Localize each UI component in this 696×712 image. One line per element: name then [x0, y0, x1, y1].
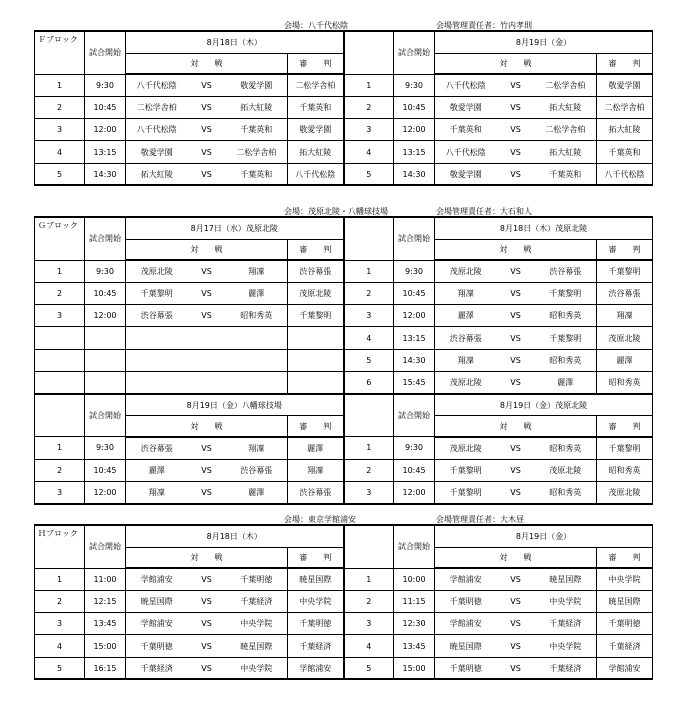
empty-cell: [226, 349, 288, 371]
vs-label: VS: [497, 371, 535, 393]
block-label: Ｈブロック: [35, 525, 85, 568]
vs-label: VS: [497, 459, 535, 481]
team-b: 拓大紅陵: [226, 96, 288, 118]
table-row: [35, 305, 653, 327]
match-number: 1: [35, 74, 85, 96]
start-time: 9:30: [85, 260, 126, 282]
referee: 学館浦安: [288, 657, 344, 679]
referee: 学館浦安: [597, 657, 653, 679]
vs-label: VS: [188, 437, 226, 459]
start-time: 11:15: [394, 590, 435, 612]
referee-header: 審 判: [288, 416, 344, 437]
table-row: [35, 657, 653, 679]
start-time: 14:30: [394, 349, 435, 371]
match-number: 4: [344, 141, 394, 163]
start-time-header: 試合開始: [85, 31, 126, 74]
vs-label: VS: [188, 305, 226, 327]
team-b: 二松学舎柏: [226, 141, 288, 163]
team-a: 千葉英和: [435, 119, 497, 141]
match-number: 1: [35, 437, 85, 459]
team-a: 千葉明徳: [435, 657, 497, 679]
match-number: 1: [35, 568, 85, 590]
match-number: 5: [35, 657, 85, 679]
team-b: 麗澤: [226, 282, 288, 304]
team-a: 渋谷幕張: [126, 437, 188, 459]
team-a: 学館浦安: [435, 613, 497, 635]
empty-cell: [35, 327, 85, 349]
team-b: 茂原北陵: [535, 459, 597, 481]
team-a: 麗澤: [126, 459, 188, 481]
team-b: 麗澤: [226, 481, 288, 503]
referee: 八千代松陰: [288, 163, 344, 185]
match-number: 3: [344, 481, 394, 503]
team-a: 八千代松陰: [126, 74, 188, 96]
match-number: 5: [344, 657, 394, 679]
team-b: 暁星国際: [535, 568, 597, 590]
match-number: 2: [35, 96, 85, 118]
team-b: 千葉英和: [226, 163, 288, 185]
start-time: 15:45: [394, 371, 435, 393]
start-time: 12:00: [85, 119, 126, 141]
start-time: 15:00: [394, 657, 435, 679]
team-a: 八千代松陰: [435, 141, 497, 163]
team-b: 千葉経済: [535, 613, 597, 635]
blank-header-cell: [344, 525, 394, 568]
start-time: 11:00: [85, 568, 126, 590]
match-number: 2: [344, 282, 394, 304]
blank-header-cell: [344, 217, 394, 260]
match-number: 2: [35, 459, 85, 481]
referee-header: 審 判: [288, 239, 344, 260]
team-a: 敬愛学園: [126, 141, 188, 163]
team-b: 中央学院: [535, 635, 597, 657]
start-time-header: 試合開始: [394, 525, 435, 568]
vs-label: VS: [497, 260, 535, 282]
team-a: 敬愛学園: [435, 163, 497, 185]
team-b: 翔凜: [226, 260, 288, 282]
match-number: 3: [35, 613, 85, 635]
match-header: 対 戦: [435, 53, 597, 74]
block-label: Ｆブロック: [35, 31, 85, 74]
match-number: 3: [35, 305, 85, 327]
blank-header-cell: [344, 394, 394, 437]
match-header: 対 戦: [435, 239, 597, 260]
team-b: 中央学院: [535, 590, 597, 612]
table-row: [35, 459, 653, 481]
table-row: [35, 437, 653, 459]
match-number: 1: [344, 568, 394, 590]
team-b: 千葉英和: [535, 163, 597, 185]
vs-label: VS: [188, 119, 226, 141]
referee: 麗澤: [597, 349, 653, 371]
start-time: 14:30: [85, 163, 126, 185]
start-time: 9:30: [394, 437, 435, 459]
vs-label: VS: [188, 635, 226, 657]
empty-cell: [85, 349, 126, 371]
day-header: 8月18日（木）: [126, 525, 344, 547]
team-b: 昭和秀英: [535, 437, 597, 459]
team-b: 暁星国際: [226, 635, 288, 657]
team-b: 千葉明徳: [226, 568, 288, 590]
team-a: 渋谷幕張: [126, 305, 188, 327]
day-header: 8月19日（金）: [435, 31, 653, 53]
start-time-header: 試合開始: [85, 525, 126, 568]
referee: 千葉英和: [288, 96, 344, 118]
team-a: 学館浦安: [126, 613, 188, 635]
team-b: 渋谷幕張: [226, 459, 288, 481]
team-b: 二松学舎柏: [535, 119, 597, 141]
team-b: 千葉経済: [535, 657, 597, 679]
referee: 翔凜: [288, 459, 344, 481]
referee: 千葉黎明: [597, 437, 653, 459]
empty-cell: [126, 327, 188, 349]
vs-label: VS: [188, 459, 226, 481]
team-a: 学館浦安: [435, 568, 497, 590]
team-a: 千葉黎明: [126, 282, 188, 304]
f-manager: 会場管理責任者：竹内孝則: [436, 21, 532, 30]
team-b: 昭和秀英: [535, 349, 597, 371]
team-b: 二松学舎柏: [535, 74, 597, 96]
match-number: 2: [35, 282, 85, 304]
day-header: 8月18日（木）茂原北陵: [435, 217, 653, 239]
referee-header: 審 判: [288, 53, 344, 74]
empty-cell: [288, 327, 344, 349]
team-b: 翔凜: [226, 437, 288, 459]
g-block-table: [34, 216, 653, 505]
referee-header: 審 判: [288, 547, 344, 568]
referee: 茂原北陵: [597, 481, 653, 503]
vs-label: VS: [497, 481, 535, 503]
table-row: [35, 119, 653, 141]
referee: 八千代松陰: [597, 163, 653, 185]
referee: 千葉経済: [288, 635, 344, 657]
table-row: [35, 141, 653, 163]
vs-label: VS: [497, 282, 535, 304]
start-time: 9:30: [394, 74, 435, 96]
team-b: 昭和秀英: [226, 305, 288, 327]
team-b: 中央学院: [226, 657, 288, 679]
team-a: 二松学舎柏: [126, 96, 188, 118]
team-b: 千葉黎明: [535, 282, 597, 304]
vs-label: VS: [497, 163, 535, 185]
vs-label: VS: [497, 657, 535, 679]
empty-cell: [35, 371, 85, 393]
match-number: 5: [35, 163, 85, 185]
f-venue: 会場：八千代松陰: [284, 21, 348, 30]
start-time: 9:30: [394, 260, 435, 282]
match-number: 2: [35, 590, 85, 612]
vs-label: VS: [188, 74, 226, 96]
match-header: 対 戦: [435, 547, 597, 568]
start-time: 14:30: [394, 163, 435, 185]
vs-label: VS: [188, 96, 226, 118]
vs-label: VS: [497, 74, 535, 96]
empty-cell: [226, 371, 288, 393]
team-b: 渋谷幕張: [535, 260, 597, 282]
h-block-table: [34, 524, 653, 680]
referee: 暁星国際: [288, 568, 344, 590]
table-row: [35, 371, 653, 393]
start-time: 9:30: [85, 437, 126, 459]
table-row: [35, 613, 653, 635]
referee: 千葉明徳: [288, 613, 344, 635]
day-header: 8月19日（金）八幡球技場: [126, 394, 344, 416]
start-time: 12:30: [394, 613, 435, 635]
start-time-header: 試合開始: [394, 31, 435, 74]
referee: 麗澤: [288, 437, 344, 459]
referee: 千葉経済: [597, 635, 653, 657]
team-a: 千葉明徳: [126, 635, 188, 657]
start-time-header: 試合開始: [85, 394, 126, 437]
start-time: 12:15: [85, 590, 126, 612]
team-a: 翔凜: [435, 282, 497, 304]
start-time: 10:45: [85, 282, 126, 304]
referee: 茂原北陵: [288, 282, 344, 304]
vs-label: VS: [497, 590, 535, 612]
vs-label: VS: [497, 437, 535, 459]
team-b: 昭和秀英: [535, 481, 597, 503]
start-time: 12:00: [85, 481, 126, 503]
referee: 中央学院: [597, 568, 653, 590]
referee: 茂原北陵: [597, 327, 653, 349]
team-b: 千葉黎明: [535, 327, 597, 349]
match-number: 2: [344, 459, 394, 481]
vs-label: VS: [188, 590, 226, 612]
team-a: 茂原北陵: [435, 437, 497, 459]
h-manager: 会場管理責任者：大木昼: [436, 515, 524, 524]
table-row: [35, 481, 653, 503]
table-row: [35, 349, 653, 371]
referee: 敬愛学園: [288, 119, 344, 141]
team-a: 暁星国際: [435, 635, 497, 657]
referee: 二松学舎柏: [597, 96, 653, 118]
table-row: [35, 568, 653, 590]
match-number: 3: [344, 613, 394, 635]
team-a: 千葉黎明: [435, 481, 497, 503]
table-row: [35, 282, 653, 304]
match-header: 対 戦: [126, 239, 288, 260]
start-time: 12:00: [394, 305, 435, 327]
referee: 渋谷幕張: [597, 282, 653, 304]
block-label: Ｇブロック: [35, 217, 85, 260]
team-a: 八千代松陰: [435, 74, 497, 96]
start-time: 10:45: [394, 459, 435, 481]
team-b: 敬愛学園: [226, 74, 288, 96]
match-number: 3: [344, 305, 394, 327]
start-time: 12:00: [394, 119, 435, 141]
match-header: 対 戦: [435, 416, 597, 437]
vs-label: VS: [497, 568, 535, 590]
start-time: 12:00: [394, 481, 435, 503]
referee-header: 審 判: [597, 53, 653, 74]
vs-label: VS: [497, 96, 535, 118]
referee: 昭和秀英: [597, 459, 653, 481]
start-time: 16:15: [85, 657, 126, 679]
team-b: 中央学院: [226, 613, 288, 635]
vs-label: VS: [497, 305, 535, 327]
team-b: 拓大紅陵: [535, 96, 597, 118]
referee-header: 審 判: [597, 416, 653, 437]
start-time: 10:45: [394, 282, 435, 304]
block-label: [35, 394, 85, 437]
referee: 千葉黎明: [288, 305, 344, 327]
empty-cell: [85, 327, 126, 349]
team-b: 拓大紅陵: [535, 141, 597, 163]
empty-cell: [288, 371, 344, 393]
match-number: 3: [35, 119, 85, 141]
empty-cell: [226, 327, 288, 349]
table-row: [35, 590, 653, 612]
match-number: 2: [344, 590, 394, 612]
referee: 拓大紅陵: [288, 141, 344, 163]
start-time-header: 試合開始: [394, 394, 435, 437]
match-number: 4: [344, 327, 394, 349]
referee: 中央学院: [288, 590, 344, 612]
team-a: 麗澤: [435, 305, 497, 327]
empty-cell: [35, 349, 85, 371]
empty-cell: [126, 371, 188, 393]
f-block-table: [34, 30, 653, 186]
vs-label: VS: [497, 635, 535, 657]
match-number: 1: [35, 260, 85, 282]
team-a: 拓大紅陵: [126, 163, 188, 185]
referee: 暁星国際: [597, 590, 653, 612]
vs-label: VS: [497, 613, 535, 635]
team-b: 昭和秀英: [535, 305, 597, 327]
team-a: 茂原北陵: [126, 260, 188, 282]
table-row: [35, 635, 653, 657]
empty-cell: [188, 371, 226, 393]
team-a: 翔凜: [126, 481, 188, 503]
match-header: 対 戦: [126, 53, 288, 74]
vs-label: VS: [188, 613, 226, 635]
table-row: [35, 74, 653, 96]
empty-cell: [288, 349, 344, 371]
match-number: 4: [344, 635, 394, 657]
start-time: 10:45: [85, 459, 126, 481]
table-row: [35, 260, 653, 282]
referee: 敬愛学園: [597, 74, 653, 96]
match-number: 1: [344, 74, 394, 96]
start-time: 9:30: [85, 74, 126, 96]
team-a: 暁星国際: [126, 590, 188, 612]
match-number: 3: [344, 119, 394, 141]
team-b: 千葉英和: [226, 119, 288, 141]
start-time: 13:45: [394, 635, 435, 657]
match-number: 4: [35, 141, 85, 163]
referee: 翔凜: [597, 305, 653, 327]
start-time: 13:45: [85, 613, 126, 635]
referee: 千葉英和: [597, 141, 653, 163]
referee: 渋谷幕張: [288, 260, 344, 282]
vs-label: VS: [497, 141, 535, 163]
match-number: 2: [344, 96, 394, 118]
match-number: 4: [35, 635, 85, 657]
referee: 二松学舎柏: [288, 74, 344, 96]
referee-header: 審 判: [597, 239, 653, 260]
match-number: 5: [344, 163, 394, 185]
vs-label: VS: [188, 657, 226, 679]
empty-cell: [188, 327, 226, 349]
start-time: 13:15: [394, 141, 435, 163]
referee: 千葉明徳: [597, 613, 653, 635]
team-a: 八千代松陰: [126, 119, 188, 141]
start-time: 13:15: [394, 327, 435, 349]
vs-label: VS: [188, 163, 226, 185]
start-time-header: 試合開始: [394, 217, 435, 260]
start-time: 13:15: [85, 141, 126, 163]
start-time: 15:00: [85, 635, 126, 657]
start-time: 10:45: [85, 96, 126, 118]
referee: 拓大紅陵: [597, 119, 653, 141]
match-header: 対 戦: [126, 416, 288, 437]
table-row: [35, 96, 653, 118]
day-header: 8月19日（金）: [435, 525, 653, 547]
start-time: 10:00: [394, 568, 435, 590]
empty-cell: [126, 349, 188, 371]
team-a: 千葉経済: [126, 657, 188, 679]
table-row: [35, 327, 653, 349]
vs-label: VS: [188, 568, 226, 590]
g-venue: 会場：茂原北陵・八幡球技場: [284, 207, 388, 216]
match-number: 1: [344, 260, 394, 282]
g-manager: 会場管理責任者：大石和人: [436, 207, 532, 216]
team-a: 茂原北陵: [435, 371, 497, 393]
team-a: 茂原北陵: [435, 260, 497, 282]
match-number: 3: [35, 481, 85, 503]
team-b: 千葉経済: [226, 590, 288, 612]
day-header: 8月17日（水）茂原北陵: [126, 217, 344, 239]
vs-label: VS: [497, 327, 535, 349]
team-a: 学館浦安: [126, 568, 188, 590]
referee: 昭和秀英: [597, 371, 653, 393]
team-a: 千葉黎明: [435, 459, 497, 481]
h-venue: 会場：東京学館浦安: [284, 515, 356, 524]
empty-cell: [85, 371, 126, 393]
team-a: 翔凜: [435, 349, 497, 371]
team-a: 渋谷幕張: [435, 327, 497, 349]
match-number: 6: [344, 371, 394, 393]
start-time-header: 試合開始: [85, 217, 126, 260]
match-number: 1: [344, 437, 394, 459]
match-header: 対 戦: [126, 547, 288, 568]
vs-label: VS: [188, 141, 226, 163]
vs-label: VS: [188, 481, 226, 503]
vs-label: VS: [188, 282, 226, 304]
day-header: 8月19日（金）茂原北陵: [435, 394, 653, 416]
referee: 千葉黎明: [597, 260, 653, 282]
match-number: 5: [344, 349, 394, 371]
day-header: 8月18日（木）: [126, 31, 344, 53]
vs-label: VS: [497, 349, 535, 371]
start-time: 12:00: [85, 305, 126, 327]
team-a: 千葉明徳: [435, 590, 497, 612]
referee-header: 審 判: [597, 547, 653, 568]
table-row: [35, 163, 653, 185]
vs-label: VS: [188, 260, 226, 282]
vs-label: VS: [497, 119, 535, 141]
blank-header-cell: [344, 31, 394, 74]
team-b: 麗澤: [535, 371, 597, 393]
team-a: 敬愛学園: [435, 96, 497, 118]
referee: 渋谷幕張: [288, 481, 344, 503]
start-time: 10:45: [394, 96, 435, 118]
empty-cell: [188, 349, 226, 371]
